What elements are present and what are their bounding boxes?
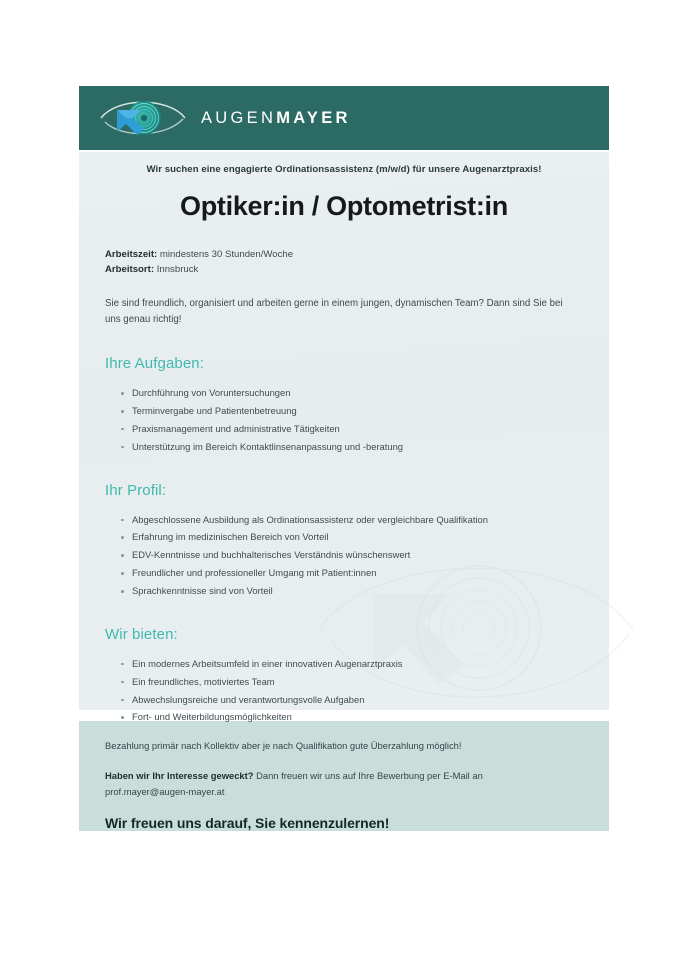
contact-email[interactable]: prof.mayer@augen-mayer.at [105, 786, 225, 798]
meta-label-arbeitsort: Arbeitsort: [105, 263, 155, 275]
list-item: EDV-Kenntnisse und buchhalterisches Verständnis wünschenswert [121, 546, 583, 564]
section-aufgaben [105, 355, 583, 455]
application-note-bold: Haben wir Ihr Interesse geweckt? [105, 770, 254, 782]
list-item: Erfahrung im medizinischen Bereich von Vorteil [121, 528, 583, 546]
application-note [105, 768, 583, 800]
list-item: Abwechslungsreiche und verantwortungsvolle Aufgaben [121, 691, 583, 709]
section-wir-bieten [105, 626, 583, 726]
meta-value-arbeitsort: Innsbruck [156, 263, 199, 275]
posting-content [79, 152, 609, 726]
section-profil [105, 482, 583, 600]
list-aufgaben [105, 384, 583, 455]
brand-wordmark-light: AUGEN [201, 108, 277, 127]
section-heading-profil: Ihr Profil: [105, 481, 167, 499]
meta-row-arbeitszeit [105, 248, 583, 263]
list-item: Abgeschlossene Ausbildung als Ordinationsassistenz oder vergleichbare Qualifikation [121, 511, 583, 529]
list-item: Unterstützung im Bereich Kontaktlinsenanpassung und -beratung [121, 438, 583, 456]
list-item: Freundlicher und professioneller Umgang mit Patient:innen [121, 564, 583, 582]
meta-value-arbeitszeit: mindestens 30 Stunden/Woche [159, 249, 294, 260]
posting-body [79, 152, 609, 723]
section-heading-wir-bieten: Wir bieten: [105, 625, 178, 643]
page-title: Optiker:in / Optometrist:in [180, 191, 508, 221]
meta-row-arbeitsort [105, 263, 583, 278]
list-profil [105, 511, 583, 600]
header-band [79, 86, 609, 150]
eye-logo-icon [97, 88, 189, 148]
closing-line: Wir freuen uns darauf, Sie kennenzulernen! [105, 815, 390, 832]
brand-wordmark [201, 109, 351, 128]
list-item: Sprachkenntnisse sind von Vorteil [121, 582, 583, 600]
list-item: Praxismanagement und administrative Tätigkeiten [121, 420, 583, 438]
list-item: Ein freundliches, motiviertes Team [121, 673, 583, 691]
posting-intro: Sie sind freundlich, organisiert und arbeiten gerne in einem jungen, dynamischen Team? Dann sind Sie bei uns genau richtig! [105, 297, 563, 326]
posting-tagline: Wir suchen eine engagierte Ordinationsassistenz (m/w/d) für unsere Augenarztpraxis! [146, 164, 542, 175]
list-item: Ein modernes Arbeitsumfeld in einer innovativen Augenarztpraxis [121, 655, 583, 673]
list-item: Fort- und Weiterbildungsmöglichkeiten [121, 708, 583, 726]
list-item: Terminvergabe und Patientenbetreuung [121, 402, 583, 420]
contact-block [79, 721, 609, 831]
section-heading-aufgaben: Ihre Aufgaben: [105, 355, 204, 373]
payment-note: Bezahlung primär nach Kollektiv aber je nach Qualifikation gute Überzahlung möglich! [105, 740, 462, 751]
meta-label-arbeitszeit: Arbeitszeit: [105, 249, 158, 260]
posting-meta [105, 248, 583, 278]
brand-wordmark-bold: MAYER [276, 108, 351, 127]
list-item: Durchführung von Voruntersuchungen [121, 384, 583, 402]
list-wir-bieten [105, 655, 583, 726]
application-note-rest: Dann freuen wir uns auf Ihre Bewerbung per E-Mail an [253, 770, 483, 782]
